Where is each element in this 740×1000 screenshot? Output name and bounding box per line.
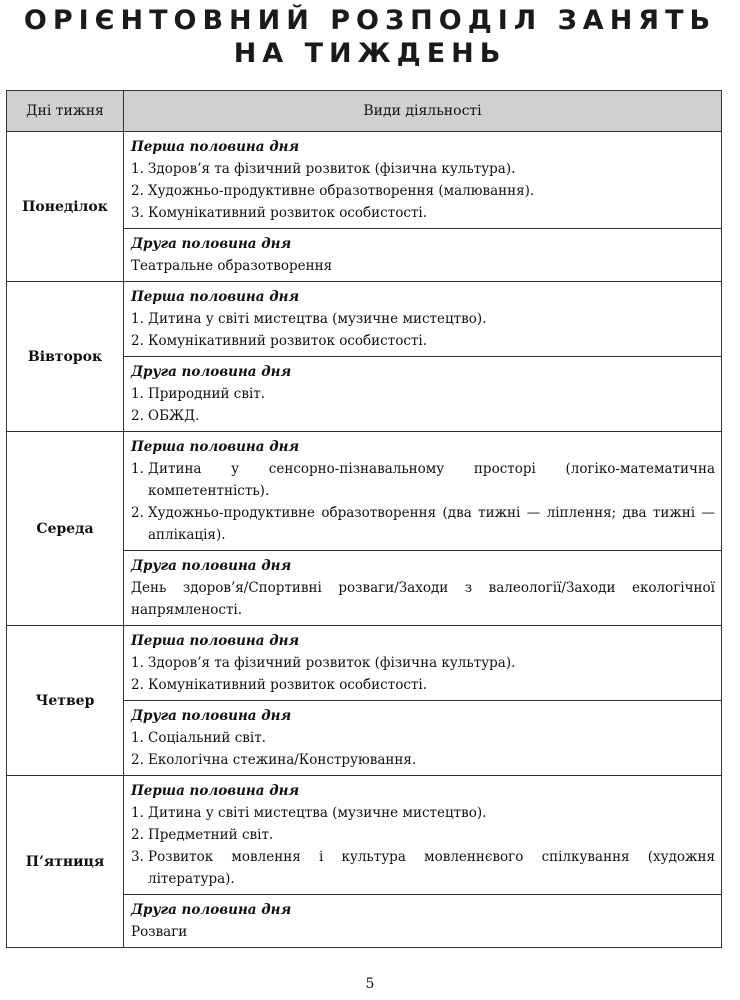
activity-item: [131, 502, 715, 546]
day-cell: Четвер: [7, 626, 124, 776]
day-cell: П’ятниця: [7, 776, 124, 948]
half-day-label: Друга половина дня: [131, 902, 292, 918]
schedule-body: [7, 132, 722, 948]
item-text: Предметний світ.: [148, 827, 274, 843]
header-row: [7, 91, 722, 132]
item-number: 1.: [131, 655, 144, 671]
item-text: Екологічна стежина/Конструювання.: [148, 752, 417, 768]
half-day-label: Друга половина дня: [131, 236, 292, 252]
item-text: Дитина у сенсорно-пізнавальному просторі (логіко-математична компетентність).: [148, 461, 715, 499]
item-number: 3.: [131, 849, 144, 865]
weekly-schedule-table: [6, 90, 722, 948]
activity-item: [131, 727, 715, 749]
half-day-label: Перша половина дня: [131, 633, 300, 649]
item-text: Дитина у світі мистецтва (музичне мистецтво).: [148, 311, 487, 327]
first-half-cell: [124, 432, 722, 551]
item-number: 2.: [131, 677, 144, 693]
table-row: [7, 132, 722, 229]
activity-item: [131, 255, 715, 277]
day-cell: Середа: [7, 432, 124, 626]
half-day-label: Друга половина дня: [131, 708, 292, 724]
item-text: Розвиток мовлення і культура мовленнєвого спілкування (художня література).: [148, 849, 715, 887]
day-cell: Понеділок: [7, 132, 124, 282]
item-number: 2.: [131, 408, 144, 424]
item-number: 2.: [131, 333, 144, 349]
item-number: 1.: [131, 730, 144, 746]
first-half-cell: [124, 776, 722, 895]
title-line-1: ОРІЄНТОВНИЙ РОЗПОДІЛ ЗАНЯТЬ: [23, 5, 717, 36]
item-text: Комунікативний розвиток особистості.: [148, 333, 427, 349]
activity-item: [131, 921, 715, 943]
item-text: День здоров’я/Спортивні розваги/Заходи з валеології/Заходи екологічної напрямленості.: [131, 580, 715, 618]
item-text: Розваги: [131, 924, 188, 940]
activity-item: [131, 824, 715, 846]
item-text: ОБЖД.: [148, 408, 200, 424]
activity-item: [131, 749, 715, 771]
activity-item: [131, 158, 715, 180]
item-text: Здоров’я та фізичний розвиток (фізична культура).: [148, 655, 516, 671]
half-day-label: Перша половина дня: [131, 439, 300, 455]
second-half-cell: [124, 701, 722, 776]
half-day-label: Друга половина дня: [131, 364, 292, 380]
half-day-label: Друга половина дня: [131, 558, 292, 574]
page-title: [0, 4, 740, 70]
first-half-cell: [124, 132, 722, 229]
item-text: Комунікативний розвиток особистості.: [148, 205, 427, 221]
item-number: 1.: [131, 161, 144, 177]
item-number: 3.: [131, 205, 144, 221]
half-day-label: Перша половина дня: [131, 289, 300, 305]
item-text: Художньо-продуктивне образотворення (два тижні — ліплення; два тижні — аплікація).: [148, 505, 715, 543]
activity-item: [131, 330, 715, 352]
item-text: Дитина у світі мистецтва (музичне мистецтво).: [148, 805, 487, 821]
activity-item: [131, 458, 715, 502]
half-day-label: Перша половина дня: [131, 139, 300, 155]
activity-item: [131, 308, 715, 330]
title-line-2: НА ТИЖДЕНЬ: [233, 38, 507, 69]
activity-item: [131, 383, 715, 405]
page-number: 5: [365, 976, 375, 992]
header-activities: Види діяльності: [124, 91, 722, 132]
activity-item: [131, 202, 715, 224]
item-number: 2.: [131, 827, 144, 843]
table-row: [7, 776, 722, 895]
day-cell: Вівторок: [7, 282, 124, 432]
second-half-cell: [124, 551, 722, 626]
header-days: Дні тижня: [7, 91, 124, 132]
half-day-label: Перша половина дня: [131, 783, 300, 799]
activity-item: [131, 846, 715, 890]
item-text: Театральне образотворення: [131, 258, 333, 274]
table-row: [7, 432, 722, 551]
item-number: 2.: [131, 183, 144, 199]
item-number: 2.: [131, 752, 144, 768]
table-row: [7, 626, 722, 701]
item-text: Комунікативний розвиток особистості.: [148, 677, 427, 693]
item-number: 1.: [131, 386, 144, 402]
activity-item: [131, 652, 715, 674]
activity-item: [131, 405, 715, 427]
item-number: 1.: [131, 461, 144, 477]
item-text: Здоров’я та фізичний розвиток (фізична культура).: [148, 161, 516, 177]
item-number: 2.: [131, 505, 144, 521]
table-row: [7, 282, 722, 357]
activity-item: [131, 180, 715, 202]
activity-item: [131, 802, 715, 824]
item-text: Художньо-продуктивне образотворення (малювання).: [148, 183, 535, 199]
first-half-cell: [124, 282, 722, 357]
item-number: 1.: [131, 311, 144, 327]
item-number: 1.: [131, 805, 144, 821]
second-half-cell: [124, 357, 722, 432]
item-text: Соціальний світ.: [148, 730, 266, 746]
activity-item: [131, 577, 715, 621]
activity-item: [131, 674, 715, 696]
second-half-cell: [124, 229, 722, 282]
first-half-cell: [124, 626, 722, 701]
second-half-cell: [124, 895, 722, 948]
item-text: Природний світ.: [148, 386, 266, 402]
